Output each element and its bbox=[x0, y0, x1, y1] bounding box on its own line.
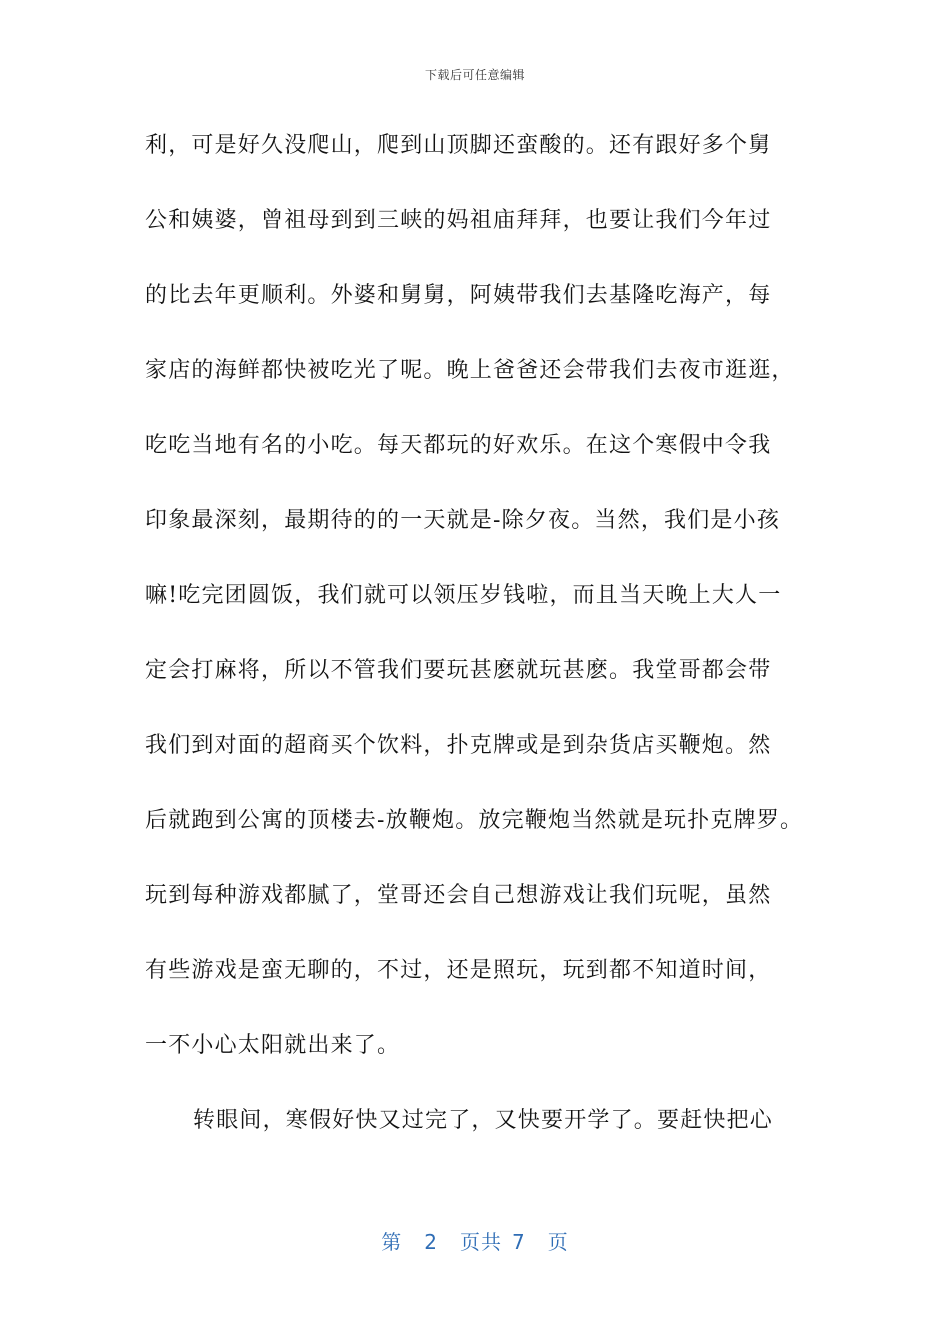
text-line: 后就跑到公寓的顶楼去-放鞭炮。放完鞭炮当然就是玩扑克牌罗。 bbox=[145, 808, 804, 833]
document-body bbox=[145, 126, 845, 1176]
text-line: 的比去年更顺利。外婆和舅舅，阿姨带我们去基隆吃海产，每 bbox=[145, 283, 772, 308]
text-line: 利，可是好久没爬山，爬到山顶脚还蛮酸的。还有跟好多个舅 bbox=[145, 133, 772, 158]
text-line: 公和姨婆，曾祖母到到三峡的妈祖庙拜拜，也要让我们今年过 bbox=[145, 208, 772, 233]
footer-prefix: 第 bbox=[381, 1230, 403, 1254]
text-line: 我们到对面的超商买个饮料，扑克牌或是到杂货店买鞭炮。然 bbox=[145, 733, 772, 758]
footer-suffix: 页 bbox=[547, 1230, 569, 1254]
paragraph-first-line: 转眼间，寒假好快又过完了，又快要开学了。要赶快把心 bbox=[193, 1108, 774, 1133]
text-line: 家店的海鲜都快被吃光了呢。晚上爸爸还会带我们去夜市逛逛， bbox=[145, 358, 795, 383]
text-line: 印象最深刻，最期待的的一天就是-除夕夜。当然，我们是小孩 bbox=[145, 508, 781, 533]
text-line: 玩到每种游戏都腻了，堂哥还会自己想游戏让我们玩呢，虽然 bbox=[145, 883, 772, 908]
text-line: 定会打麻将，所以不管我们要玩甚麽就玩甚麽。我堂哥都会带 bbox=[145, 658, 772, 683]
text-line: 一不小心太阳就出来了。 bbox=[145, 1033, 401, 1058]
text-line: 有些游戏是蛮无聊的，不过，还是照玩，玩到都不知道时间， bbox=[145, 958, 772, 983]
text-line: 嘛!吃完团圆饭，我们就可以领压岁钱啦，而且当天晚上大人一 bbox=[145, 583, 782, 608]
footer-middle: 页共 bbox=[460, 1230, 502, 1254]
page-header: 下载后可任意编辑 bbox=[424, 68, 525, 82]
page-footer bbox=[0, 1226, 950, 1255]
page-number: 2 bbox=[424, 1230, 438, 1254]
text-line: 吃吃当地有名的小吃。每天都玩的好欢乐。在这个寒假中令我 bbox=[145, 433, 772, 458]
page-total: 7 bbox=[512, 1230, 526, 1254]
